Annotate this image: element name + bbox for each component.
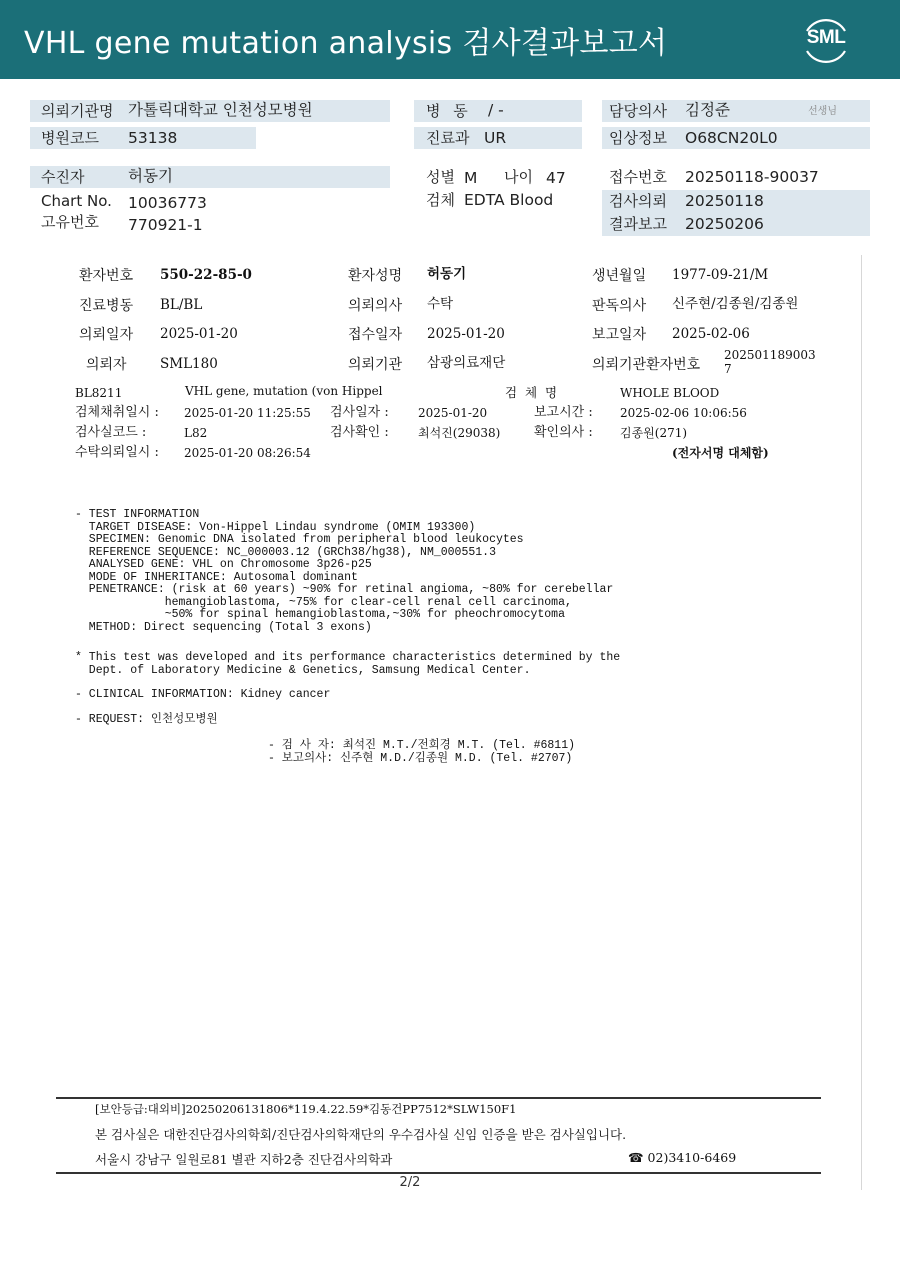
test-info-line: hemangioblastoma, ~75% for clear-cell renal cell carcinoma,: [75, 595, 572, 609]
specimen-value: EDTA Blood: [464, 191, 554, 209]
report-label: 결과보고: [609, 215, 667, 233]
test-info-line: MODE OF INHERITANCE: Autosomal dominant: [75, 570, 358, 584]
patient-value: 허동기: [128, 167, 173, 185]
consign-value: 2025-01-20 08:26:54: [184, 446, 311, 460]
security-line: [보안등급:대외비]20250206131806*119.4.22.59*김동건PP7512*SLW150F1: [95, 1102, 517, 1116]
pname-value: 허동기: [427, 266, 467, 282]
signer-reporter: - 보고의사: 신주현 M.D./김종원 M.D. (Tel. #2707): [268, 752, 573, 765]
reader-label: 판독의사: [592, 298, 647, 314]
reptime-value: 2025-02-06 10:06:56: [620, 406, 747, 420]
pid-value: 550-22-85-0: [160, 267, 252, 283]
test-info-line: PENETRANCE: (risk at 60 years) ~90% for retinal angioma, ~80% for cerebellar: [75, 583, 614, 596]
collect-value: 2025-01-20 11:25:55: [184, 406, 311, 420]
test-info-line: METHOD: Direct sequencing (Total 3 exons): [75, 620, 372, 634]
doctor-label: 담당의사: [609, 102, 667, 120]
ward-label: 병 동: [426, 102, 472, 120]
signer-tester: - 검 사 자: 최석진 M.T./전희경 M.T. (Tel. #6811): [268, 739, 576, 752]
dob-value: 1977-09-21/M: [672, 267, 769, 283]
uid-value: 770921-1: [128, 216, 203, 234]
clinical-label: 임상정보: [609, 129, 667, 147]
reqdate-value: 2025-01-20: [160, 326, 238, 342]
doctor-value: 김정준: [685, 101, 730, 119]
patient-label: 수진자: [41, 168, 85, 186]
instpid-label: 의뢰기관환자번호: [592, 357, 701, 373]
test-code: BL8211: [75, 386, 123, 400]
report-value: 20250206: [685, 215, 764, 233]
recdate-value: 2025-01-20: [427, 326, 505, 342]
phone-line: ☎ 02)3410-6469: [628, 1150, 737, 1165]
hosp-code-label: 병원코드: [41, 129, 99, 147]
specimen-name-label: 검 체 명: [505, 385, 558, 400]
lab-value: L82: [184, 426, 208, 440]
footer-bottom-rule: [56, 1172, 821, 1174]
page-number: 2/2: [399, 1175, 421, 1190]
test-info-line: SPECIMEN: Genomic DNA isolated from peripheral blood leukocytes: [75, 533, 524, 546]
receipt-label: 접수번호: [609, 168, 667, 186]
reqdate-label: 의뢰일자: [79, 327, 134, 343]
recdate-label: 접수일자: [348, 327, 403, 343]
reqinst-label: 의뢰기관: [348, 357, 403, 373]
clinical-information: - CLINICAL INFORMATION: Kidney cancer: [75, 688, 331, 701]
consign-label: 수탁의뢰일시 :: [75, 445, 159, 460]
header-bar: [0, 0, 900, 79]
requester-label: 의뢰자: [86, 357, 127, 373]
repdate-label: 보고일자: [592, 327, 647, 343]
ward-label-r: 진료병동: [79, 298, 134, 314]
pid-label: 환자번호: [79, 268, 134, 284]
clinical-value: O68CN20L0: [685, 129, 778, 147]
req-org-value: 가톨릭대학교 인천성모병원: [128, 101, 313, 119]
hosp-code-value: 53138: [128, 129, 178, 147]
request-label: 검사의뢰: [609, 192, 667, 210]
testdate-label: 검사일자 :: [330, 405, 389, 420]
reqdoc-value: 수탁: [427, 296, 454, 312]
reader-value: 신주현/김종원/김종원: [672, 296, 799, 312]
test-info-line: TARGET DISEASE: Von-Hippel Lindau syndrome (OMIM 193300): [75, 520, 476, 534]
esign-note: (전자서명 대체함): [672, 446, 769, 460]
page-edge-line: [861, 255, 862, 1190]
dept-label: 진료과: [426, 129, 470, 147]
request-line: - REQUEST: 인천성모병원: [75, 713, 218, 726]
confdoc-value: 김종원(271): [620, 426, 688, 440]
instpid-value-2: 7: [724, 362, 732, 376]
test-info-line: ANALYSED GENE: VHL on Chromosome 3p26-p25: [75, 558, 372, 571]
test-name: VHL gene, mutation (von Hippel: [185, 384, 383, 398]
doctor-suffix: 선생님: [808, 106, 837, 117]
dept-value: UR: [484, 129, 507, 147]
page-title: VHL gene mutation analysis 검사결과보고서: [24, 26, 668, 61]
age-label: 나이: [504, 168, 533, 186]
sex-value: M: [464, 169, 478, 187]
age-value: 47: [546, 169, 566, 187]
receipt-value: 20250118-90037: [685, 168, 819, 186]
test-info-line: - TEST INFORMATION: [75, 508, 200, 521]
note-line: * This test was developed and its performance characteristics determined by the: [75, 651, 621, 664]
ward-value-r: BL/BL: [160, 297, 203, 313]
sex-label: 성별: [426, 168, 455, 186]
pname-label: 환자성명: [348, 268, 403, 284]
testdate-value: 2025-01-20: [418, 406, 488, 420]
request-value: 20250118: [685, 192, 764, 210]
chart-value: 10036773: [128, 194, 207, 212]
note-line: Dept. of Laboratory Medicine & Genetics, Samsung Medical Center.: [75, 663, 531, 677]
collect-label: 검체채취일시 :: [75, 405, 159, 420]
confirm-value: 최석진(29038): [418, 426, 501, 440]
logo-text: SML: [806, 27, 846, 48]
confirm-label: 검사확인 :: [330, 425, 389, 440]
ward-value: / -: [488, 101, 504, 119]
requester-value: SML180: [160, 356, 218, 372]
specimen-name-value: WHOLE BLOOD: [620, 386, 720, 400]
address-line: 서울시 강남구 일원로81 별관 지하2층 진단검사의학과: [95, 1152, 393, 1167]
reqinst-value: 삼광의료재단: [427, 355, 506, 371]
confdoc-label: 확인의사 :: [534, 425, 593, 440]
lab-label: 검사실코드 :: [75, 425, 147, 440]
reqdoc-label: 의뢰의사: [348, 298, 403, 314]
certification-line: 본 검사실은 대한진단검사의학회/진단검사의학재단의 우수검사실 신임 인증을 받은 검사실입니다.: [95, 1127, 627, 1142]
dob-label: 생년월일: [592, 268, 647, 284]
specimen-label: 검체: [426, 191, 455, 209]
footer-top-rule: [56, 1097, 821, 1099]
chart-label: Chart No.: [41, 192, 112, 210]
test-info-line: ~50% for spinal hemangioblastoma,~30% for pheochromocytoma: [75, 608, 565, 621]
reptime-label: 보고시간 :: [534, 405, 593, 420]
repdate-value: 2025-02-06: [672, 326, 750, 342]
uid-label: 고유번호: [41, 213, 99, 231]
req-org-label: 의뢰기관명: [41, 102, 114, 120]
sml-logo: [799, 13, 853, 67]
instpid-value-1: 202501189003: [724, 348, 816, 362]
test-info-line: REFERENCE SEQUENCE: NC_000003.12 (GRCh38/hg38), NM_000551.3: [75, 545, 496, 559]
